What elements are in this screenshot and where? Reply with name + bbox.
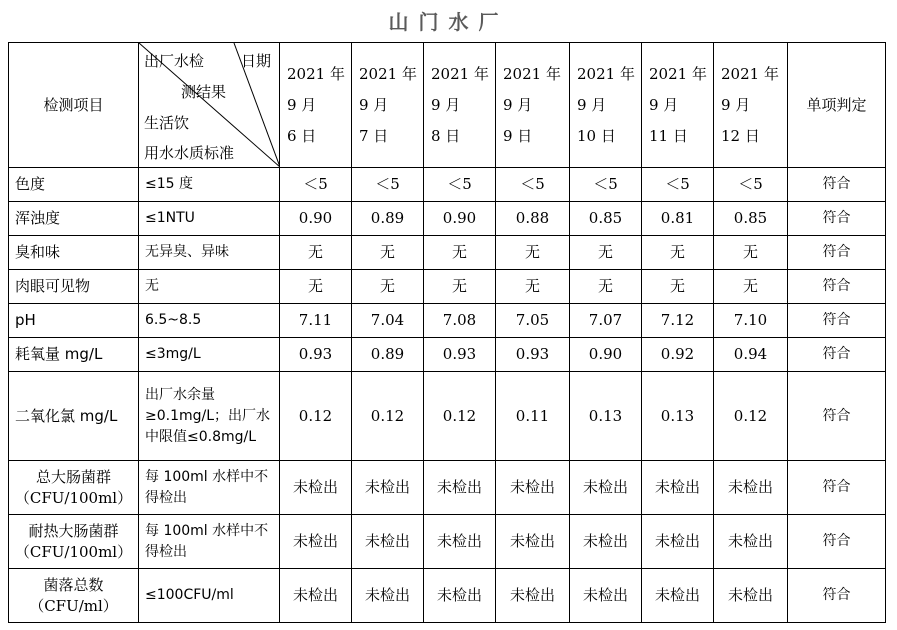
standard-cell: 每 100ml 水样中不得检出: [139, 461, 280, 515]
result-value-cell: 未检出: [280, 515, 352, 569]
table-row: [9, 236, 886, 270]
result-value-cell: 未检出: [570, 569, 642, 623]
result-value-cell: 0.12: [352, 372, 424, 461]
result-value-cell: ＜5: [424, 168, 496, 202]
result-value-cell: 未检出: [642, 461, 714, 515]
result-value-cell: 无: [280, 270, 352, 304]
result-value-cell: 未检出: [714, 569, 788, 623]
result-value-cell: 无: [570, 270, 642, 304]
result-value-cell: 未检出: [352, 569, 424, 623]
standard-cell: 出厂水余量≥0.1mg/L；出厂水中限值≤0.8mg/L: [139, 372, 280, 461]
result-value-cell: 未检出: [496, 515, 570, 569]
item-name-cell: 二氧化氯 mg/L: [9, 372, 139, 461]
water-quality-table: [8, 42, 886, 623]
date-header: 2021 年 9 月 10 日: [570, 43, 642, 168]
judgement-cell: 符合: [788, 515, 886, 569]
result-value-cell: 未检出: [280, 461, 352, 515]
date-header: 2021 年 9 月 6 日: [280, 43, 352, 168]
result-value-cell: 无: [642, 270, 714, 304]
header-std-line-3: 生活饮: [144, 114, 190, 132]
result-value-cell: 无: [352, 270, 424, 304]
table-row: [9, 569, 886, 623]
result-value-cell: 未检出: [424, 515, 496, 569]
standard-cell: ≤15 度: [139, 168, 280, 202]
result-value-cell: 0.89: [352, 338, 424, 372]
table-row: [9, 202, 886, 236]
page-title: 山门水厂: [388, 10, 509, 34]
result-value-cell: 未检出: [424, 569, 496, 623]
result-value-cell: 未检出: [496, 461, 570, 515]
result-value-cell: 0.93: [496, 338, 570, 372]
result-value-cell: 0.88: [496, 202, 570, 236]
judgement-cell: 符合: [788, 304, 886, 338]
result-value-cell: 0.90: [424, 202, 496, 236]
result-value-cell: 0.94: [714, 338, 788, 372]
item-name-cell: 耗氧量 mg/L: [9, 338, 139, 372]
header-std-line-1: 出厂水检: [144, 52, 205, 70]
result-value-cell: 0.12: [280, 372, 352, 461]
item-name-cell: 臭和味: [9, 236, 139, 270]
judgement-column-header: 单项判定: [788, 43, 886, 168]
result-value-cell: 未检出: [642, 515, 714, 569]
result-value-cell: ＜5: [642, 168, 714, 202]
result-value-cell: 未检出: [570, 461, 642, 515]
standard-cell: ≤3mg/L: [139, 338, 280, 372]
result-value-cell: ＜5: [714, 168, 788, 202]
result-value-cell: 0.12: [424, 372, 496, 461]
date-header: 2021 年 9 月 11 日: [642, 43, 714, 168]
item-name-cell: 色度: [9, 168, 139, 202]
result-value-cell: ＜5: [496, 168, 570, 202]
result-value-cell: 未检出: [352, 461, 424, 515]
item-name-cell: 肉眼可见物: [9, 270, 139, 304]
result-value-cell: 0.90: [570, 338, 642, 372]
result-value-cell: 无: [642, 236, 714, 270]
result-value-cell: 无: [280, 236, 352, 270]
result-value-cell: 7.04: [352, 304, 424, 338]
result-value-cell: 7.10: [714, 304, 788, 338]
result-value-cell: 无: [570, 236, 642, 270]
result-value-cell: 未检出: [496, 569, 570, 623]
header-row: [9, 43, 886, 168]
item-column-header: 检测项目: [9, 43, 139, 168]
result-value-cell: 无: [424, 270, 496, 304]
standard-cell: 每 100ml 水样中不得检出: [139, 515, 280, 569]
table-row: [9, 270, 886, 304]
table-row: [9, 338, 886, 372]
date-header: 2021 年 9 月 8 日: [424, 43, 496, 168]
result-value-cell: 7.07: [570, 304, 642, 338]
result-value-cell: 0.81: [642, 202, 714, 236]
table-row: [9, 461, 886, 515]
result-value-cell: ＜5: [352, 168, 424, 202]
result-value-cell: 7.12: [642, 304, 714, 338]
result-value-cell: 0.93: [280, 338, 352, 372]
item-name-cell: 总大肠菌群（CFU/100ml）: [9, 461, 139, 515]
result-value-cell: 0.85: [714, 202, 788, 236]
result-value-cell: 未检出: [352, 515, 424, 569]
result-value-cell: 无: [496, 236, 570, 270]
judgement-cell: 符合: [788, 461, 886, 515]
table-row: [9, 304, 886, 338]
standard-cell: 无异臭、异味: [139, 236, 280, 270]
judgement-cell: 符合: [788, 202, 886, 236]
judgement-cell: 符合: [788, 569, 886, 623]
table-row: [9, 515, 886, 569]
result-value-cell: 未检出: [642, 569, 714, 623]
header-std-line-4: 用水水质标准: [144, 144, 235, 162]
result-value-cell: 无: [424, 236, 496, 270]
result-value-cell: 未检出: [570, 515, 642, 569]
result-value-cell: 0.12: [714, 372, 788, 461]
judgement-cell: 符合: [788, 236, 886, 270]
result-value-cell: 未检出: [714, 515, 788, 569]
date-header: 2021 年 9 月 12 日: [714, 43, 788, 168]
result-value-cell: 0.11: [496, 372, 570, 461]
item-name-cell: 耐热大肠菌群（CFU/100ml）: [9, 515, 139, 569]
item-name-cell: 菌落总数（CFU/ml）: [9, 569, 139, 623]
item-name-cell: pH: [9, 304, 139, 338]
result-value-cell: 0.13: [642, 372, 714, 461]
result-value-cell: 无: [352, 236, 424, 270]
standard-cell: 6.5~8.5: [139, 304, 280, 338]
standard-cell: ≤1NTU: [139, 202, 280, 236]
result-value-cell: 0.93: [424, 338, 496, 372]
header-date-label: 日期: [240, 52, 271, 70]
result-value-cell: 0.89: [352, 202, 424, 236]
result-value-cell: ＜5: [570, 168, 642, 202]
result-value-cell: 无: [496, 270, 570, 304]
standard-cell: ≤100CFU/ml: [139, 569, 280, 623]
date-header: 2021 年 9 月 7 日: [352, 43, 424, 168]
result-value-cell: 7.11: [280, 304, 352, 338]
judgement-cell: 符合: [788, 168, 886, 202]
result-value-cell: 无: [714, 270, 788, 304]
result-value-cell: 无: [714, 236, 788, 270]
item-name-cell: 浑浊度: [9, 202, 139, 236]
table-row: [9, 372, 886, 461]
judgement-cell: 符合: [788, 338, 886, 372]
date-header: 2021 年 9 月 9 日: [496, 43, 570, 168]
header-std-line-2: 测结果: [181, 83, 227, 101]
result-value-cell: 未检出: [424, 461, 496, 515]
standard-cell: 无: [139, 270, 280, 304]
result-value-cell: 0.92: [642, 338, 714, 372]
result-value-cell: 0.90: [280, 202, 352, 236]
result-value-cell: ＜5: [280, 168, 352, 202]
judgement-cell: 符合: [788, 270, 886, 304]
result-value-cell: 0.85: [570, 202, 642, 236]
judgement-cell: 符合: [788, 372, 886, 461]
result-value-cell: 7.05: [496, 304, 570, 338]
table-row: [9, 168, 886, 202]
result-value-cell: 未检出: [280, 569, 352, 623]
result-value-cell: 未检出: [714, 461, 788, 515]
result-value-cell: 7.08: [424, 304, 496, 338]
standard-column-header: [139, 43, 280, 168]
result-value-cell: 0.13: [570, 372, 642, 461]
